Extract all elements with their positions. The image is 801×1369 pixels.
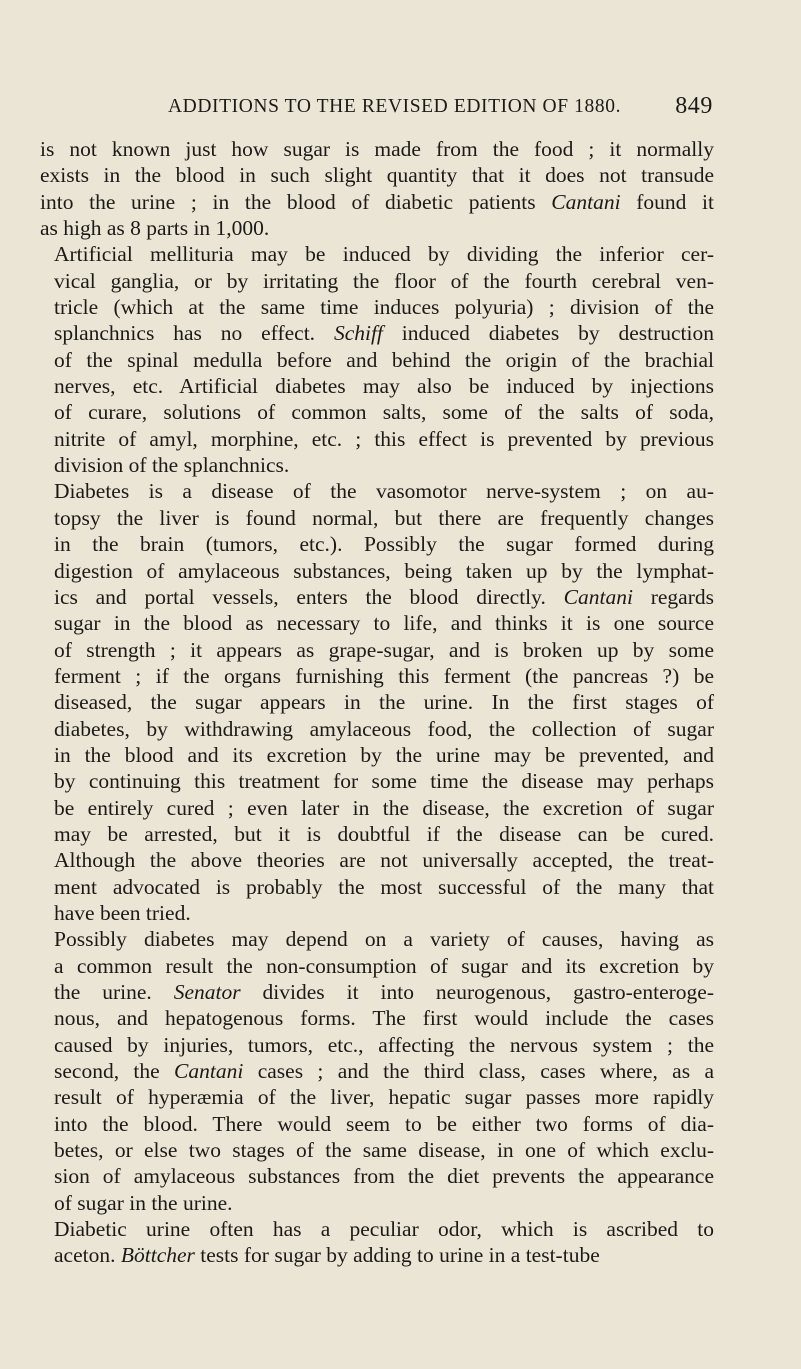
text-line [40,900,714,926]
text-line [40,742,714,768]
italic-name: Cantani [551,189,621,214]
italic-name: Cantani [563,584,633,609]
text-line [40,1005,714,1031]
text-span: betes, or else two stages of the same disease, in one of which exclu- [54,1138,714,1163]
text-span: Although the above theories are not universally accepted, the treat- [54,848,714,873]
text-span: have been tried. [54,900,191,925]
text-line [40,1163,714,1189]
text-line [40,610,714,636]
text-span: be entirely cured ; even later in the disease, the excretion of sugar [54,795,714,820]
text-span: the urine. [54,980,174,1004]
text-span: may be arrested, but it is doubtful if the disease can be cured. [54,821,714,846]
text-span: of strength ; it appears as grape-sugar, and is broken up by some [54,637,714,662]
text-span: as high as 8 parts in 1,000. [40,216,270,241]
text-span: of curare, solutions of common salts, some of the salts of soda, [54,400,714,425]
text-span: nerves, etc. Artificial diabetes may also be induced by injections [54,374,714,399]
text-span: Artificial mellituria may be induced by dividing the inferior cer- [54,242,714,267]
text-span: of sugar in the urine. [54,1190,233,1215]
text-span: ferment ; if the organs furnishing this ferment (the pancreas ?) be [54,663,714,688]
text-span: vical ganglia, or by irritating the floor of the fourth cerebral ven- [54,268,714,293]
text-line [40,637,714,663]
text-span: cases ; and the third class, cases where, as a [243,1059,714,1084]
page-number: 849 [675,93,713,119]
text-line [40,136,714,162]
text-span: splanchnics has no effect. [54,321,334,346]
text-span: sugar in the blood as necessary to life, and thinks it is one source [54,611,714,636]
text-span: into the urine ; in the blood of diabetic patients [40,189,552,214]
text-span: Diabetic urine often has a peculiar odor, which is ascribed to [54,1217,714,1242]
text-span: topsy the liver is found normal, but there are frequently changes [54,505,714,530]
text-line [40,689,714,715]
text-line [40,320,714,346]
text-line [40,821,714,847]
text-span: ics and portal vessels, enters the blood directly. [54,584,564,609]
text-line [40,874,714,900]
text-span: caused by injuries, tumors, etc., affecting the nervous system ; the [54,1032,714,1057]
text-span: divides it into neurogenous, gastro-enteroge- [240,980,714,1004]
text-span: regards [632,584,714,609]
paragraph [40,926,714,1216]
text-line [40,1242,714,1268]
text-span: nous, and hepatogenous forms. The first would include the cases [54,1006,714,1031]
text-span: Possibly diabetes may depend on a variety of causes, having as [54,927,714,952]
text-span: diabetes, by withdrawing amylaceous food, the collection of sugar [54,716,714,741]
text-span: a common result the non-consumption of sugar and its excretion by [54,953,714,978]
text-span: is not known just how sugar is made from the food ; it normally [40,137,714,161]
text-span: induced diabetes by destruction [382,321,714,346]
paragraph [40,478,714,926]
text-line [40,663,714,689]
text-span: tests for sugar by adding to urine in a test-tube [194,1243,600,1268]
text-span: ment advocated is probably the most successful of the many that [54,874,714,899]
paragraph [40,1216,714,1269]
text-line [40,215,714,241]
text-span: division of the splanchnics. [54,453,290,478]
text-line [40,505,714,531]
text-line [40,426,714,452]
text-line [40,478,714,504]
text-line [40,847,714,873]
text-span: found it [620,189,715,214]
body-text [40,136,714,1269]
text-span: sion of amylaceous substances from the diet prevents the appearance [54,1164,714,1189]
text-line [40,1137,714,1163]
text-span: second, the [54,1059,175,1084]
text-line [40,1190,714,1216]
text-span: in the brain (tumors, etc.). Possibly the sugar formed during [54,532,714,557]
text-line [40,268,714,294]
text-line [40,373,714,399]
text-span: in the blood and its excretion by the urine may be prevented, and [54,742,714,767]
text-line [40,979,714,1005]
text-span: tricle (which at the same time induces polyuria) ; division of the [54,295,714,320]
paragraph [40,241,714,478]
text-line [40,768,714,794]
text-line [40,452,714,478]
running-title: ADDITIONS TO THE REVISED EDITION OF 1880. [168,96,622,117]
text-line [40,558,714,584]
text-line [40,162,714,188]
text-span: nitrite of amyl, morphine, etc. ; this effect is prevented by previous [54,426,714,451]
text-line [40,1058,714,1084]
running-head [168,93,713,126]
text-line [40,294,714,320]
text-span: by continuing this treatment for some time the disease may perhaps [54,769,714,794]
text-span: of the spinal medulla before and behind the origin of the brachial [54,347,714,372]
italic-name: Schiff [333,321,383,346]
text-line [40,584,714,610]
text-line [40,953,714,979]
text-line [40,926,714,952]
text-span: digestion of amylaceous substances, being taken up by the lymphat- [54,558,714,583]
italic-name: Senator [173,980,241,1004]
text-line [40,1111,714,1137]
text-line [40,1216,714,1242]
text-span: Diabetes is a disease of the vasomotor nerve-system ; on au- [54,479,714,504]
text-line [40,189,714,215]
text-line [40,347,714,373]
text-line [40,716,714,742]
text-line [40,1084,714,1110]
text-span: into the blood. There would seem to be either two forms of dia- [54,1111,714,1136]
text-span: aceton. [54,1243,121,1268]
text-line [40,1032,714,1058]
text-line [40,399,714,425]
italic-name: Böttcher [120,1243,195,1268]
text-line [40,531,714,557]
text-line [40,241,714,267]
text-line [40,795,714,821]
text-span: result of hyperæmia of the liver, hepatic sugar passes more rapidly [54,1085,714,1110]
italic-name: Cantani [174,1059,244,1084]
paragraph [40,136,714,241]
text-span: diseased, the sugar appears in the urine. In the first stages of [54,690,714,715]
text-span: exists in the blood in such slight quantity that it does not transude [40,163,714,188]
